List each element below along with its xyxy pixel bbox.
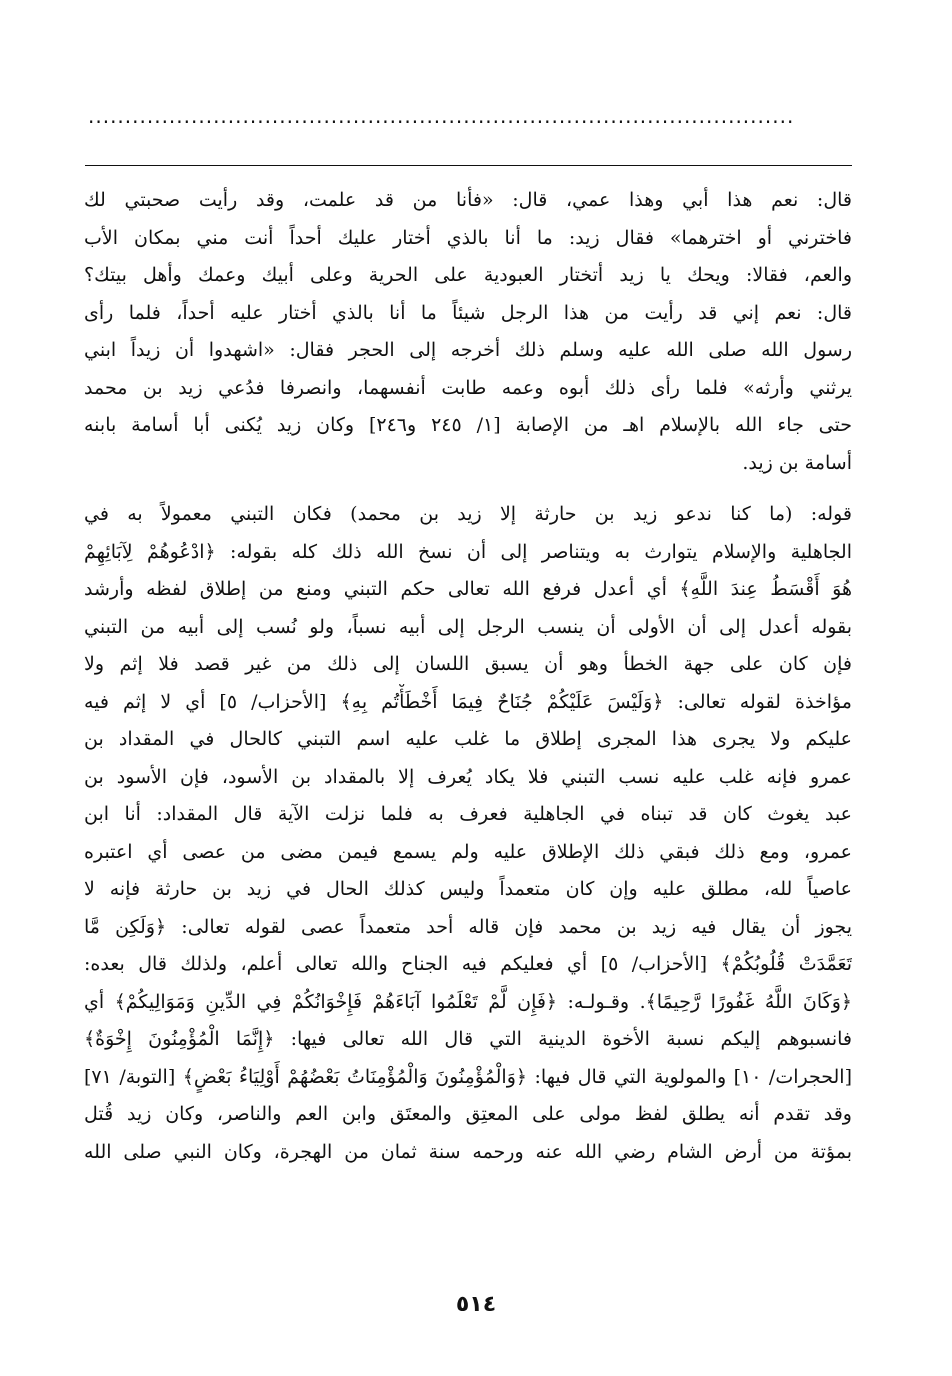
text-line: بمؤتة من أرض الشام رضي الله عنه ورحمه سنة ثمان من الهجرة، وكان النبي صلى الله (84, 1140, 852, 1163)
text-line: عبد يغوث كان قد تبناه في الجاهلية فعرف به فلما نزلت الآية قال المقداد: أنا ابن (84, 803, 852, 825)
paragraph-2 (84, 496, 852, 1171)
text-line: حتى جاء الله بالإسلام اهـ من الإصابة [١/ ٢٤٥ و٢٤٦] وكان زيد يُكنى أبا أسامة بابنه (84, 414, 852, 436)
text-line: [الحجرات/ ١٠] والمولوية التي قال فيها: ﴿وَالْمُؤْمِنُونَ وَالْمُؤْمِنَاتُ بَعْضُهُمْ أَوْلِيَاءُ بَعْضٍ﴾ [التوبة/ ٧١] (84, 1065, 852, 1088)
text-line: هُوَ أَقْسَطُ عِندَ اللَّهِ﴾ أي أعدل فرفع الله تعالى حكم التبني ومنع من إطلاق لفظه وأرشد (84, 578, 852, 600)
paragraph-gap (84, 482, 852, 496)
text-line: فاخترني أو اخترهما» فقال زيد: ما أنا بالذي أختار عليك أحداً أنت مني بمكان الأب (84, 226, 852, 249)
text-line: فانسبوهم إليكم نسبة الأخوة الدينية التي قال الله تعالى فيها: ﴿إِنَّمَا الْمُؤْمِنُونَ إِخْوَةٌ﴾ (84, 1028, 852, 1050)
text-line: أسامة بن زيد. (742, 451, 852, 474)
text-line: بقوله أعدل إلى أن الأولى أن ينسب الرجل إلى أبيه نسباً، ولو نُسب إلى أبيه من التبني (84, 615, 852, 638)
text-line: رسول الله صلى الله عليه وسلم ذلك أخرجه إلى الحجر فقال: «اشهدوا أن زيداً ابني (84, 339, 852, 361)
text-line: ﴿وَكَانَ اللَّهُ غَفُورًا رَّحِيمًا﴾. وقـولـه: ﴿فَإِن لَّمْ تَعْلَمُوا آبَاءَهُمْ فَإِخْوَانُكُمْ فِي الدِّينِ وَمَوَالِيكُمْ﴾ أي (84, 990, 852, 1013)
text-line: يرثني وأرثه» فلما رأى ذلك أبوه وعمه طابت أنفسهما، وانصرفا فدُعي زيد بن محمد (84, 376, 852, 399)
header-dotted-line: ................................................................................................ (88, 104, 795, 128)
text-line: قال: نعم إني قد رأيت من هذا الرجل شيئاً ما أنا بالذي أختار عليه أحداً، فلما رأى (84, 301, 852, 324)
text-line: عمرو فإنه غلب عليه نسب التبني فلا يكاد يُعرف إلا بالمقداد بن الأسود، فإن الأسود بن (84, 765, 852, 788)
text-line: الجاهلية والإسلام يتوارث به ويتناصر إلى أن نسخ الله ذلك كله بقوله: ﴿ادْعُوهُمْ لِآبَائِهِمْ (84, 540, 852, 563)
text-line: مؤاخذة لقوله تعالى: ﴿وَلَيْسَ عَلَيْكُمْ جُنَاحٌ فِيمَا أَخْطَأْتُم بِهِ﴾ [الأحزاب/ ٥] أي لا إثم فيه (84, 690, 852, 713)
text-line: عليكم ولا يجرى هذا المجرى إطلاق ما غلب عليه اسم التبني كالحال في المقداد بن (84, 728, 852, 750)
text-line: قوله: (ما كنا ندعو زيد بن حارثة إلا زيد بن محمد) فكان التبني معمولاً به في (84, 503, 852, 525)
text-line: فإن كان على جهة الخطأ وهو أن يسبق اللسان إلى ذلك من غير قصد فلا إثم ولا (84, 653, 852, 675)
text-line: وقد تقدم أنه يطلق لفظ مولى على المعتِق والمعتَق وابن العم والناصر، وكان زيد قُتل (84, 1103, 852, 1125)
text-line: عمرو، ومع ذلك فبقي ذلك الإطلاق عليه ولم يسمع فيمن مضى من عصى أي اعتبره (84, 840, 852, 863)
text-line: قال: نعم هذا أبي وهذا عمي، قال: «فأنا من قد علمت، وقد رأيت صحبتي لك (84, 189, 852, 211)
text-line: عاصياً لله، مطلق عليه وإن كان متعمداً وليس كذلك الحال في زيد بن حارثة فإنه لا (84, 878, 852, 900)
text-line: يجوز أن يقال فيه زيد بن محمد فإن قاله أحد متعمداً عصى لقوله تعالى: ﴿وَلَكِن مَّا (84, 915, 852, 938)
page-number: ٥١٤ (455, 1292, 497, 1317)
text-line: تَعَمَّدَتْ قُلُوبُكُمْ﴾ [الأحزاب/ ٥] أي فعليكم فيه الجناح والله تعالى أعلم، ولذلك قال بعده: (84, 953, 852, 975)
paragraph-1 (84, 182, 852, 482)
page-body (84, 182, 852, 1171)
header-rule (85, 165, 852, 166)
text-line: والعم، فقالا: ويحك يا زيد أتختار العبودية على الحرية وعلى أبيك وعمك وأهل بيتك؟ (84, 264, 852, 286)
